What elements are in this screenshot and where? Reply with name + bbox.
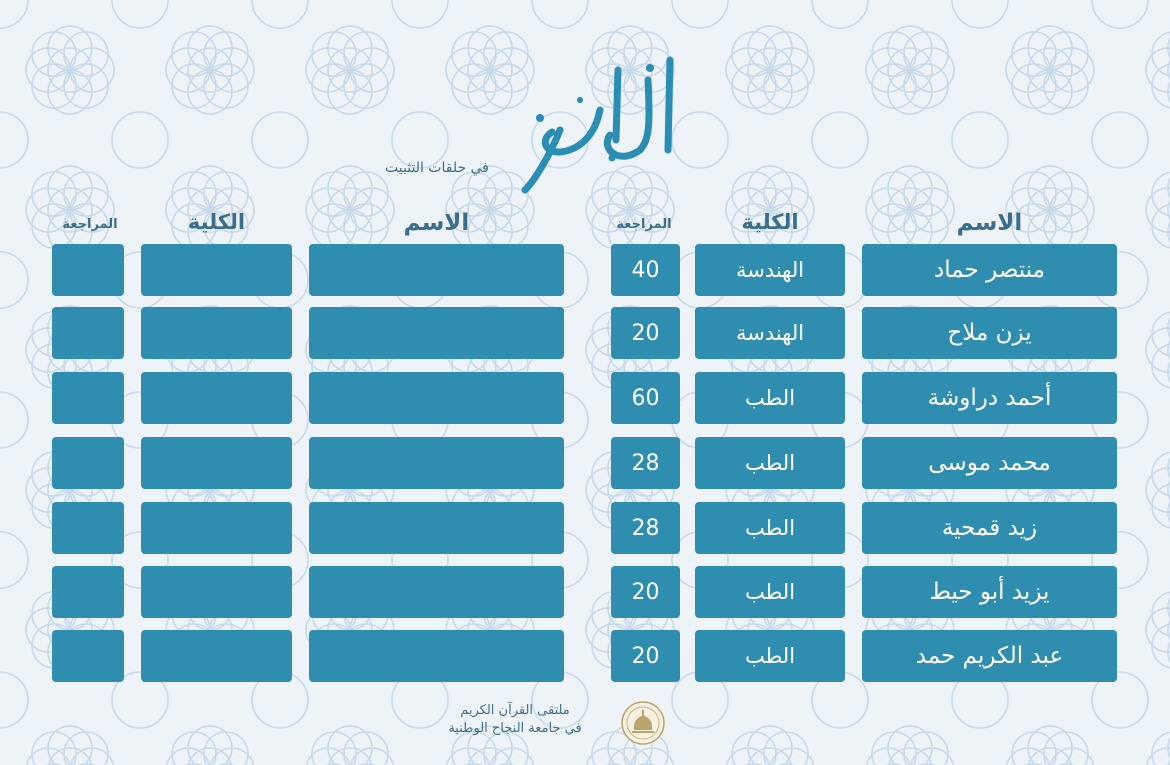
left-header-review: المراجعة <box>62 217 118 232</box>
right-row-4-review: 28 <box>611 437 680 489</box>
right-row-1-name: منتصر حماد <box>862 244 1117 296</box>
left-row-1-name <box>309 244 564 296</box>
right-row-5-faculty: الطب <box>695 502 845 554</box>
right-row-1-faculty: الهندسة <box>695 244 845 296</box>
right-row-2-review: 20 <box>611 307 680 359</box>
right-row-3-name: أحمد دراوشة <box>862 372 1117 424</box>
right-row-5-name: زيد قمحية <box>862 502 1117 554</box>
right-row-4-name: محمد موسى <box>862 437 1117 489</box>
right-row-7-name: عبد الكريم حمد <box>862 630 1117 682</box>
right-row-7-faculty: الطب <box>695 630 845 682</box>
left-header-name: الاسم <box>403 210 470 236</box>
left-row-6-faculty <box>141 566 292 618</box>
mosque-emblem-icon <box>620 700 666 746</box>
left-row-5-review <box>52 502 124 554</box>
left-row-3-name <box>309 372 564 424</box>
left-header-faculty: الكلية <box>187 210 246 234</box>
footer-organizer <box>415 702 615 738</box>
left-row-4-review <box>52 437 124 489</box>
left-row-6-name <box>309 566 564 618</box>
ahlan-calligraphy-art <box>500 40 700 200</box>
left-row-3-faculty <box>141 372 292 424</box>
right-row-1-review: 40 <box>611 244 680 296</box>
left-row-6-review <box>52 566 124 618</box>
left-row-7-review <box>52 630 124 682</box>
right-row-3-faculty: الطب <box>695 372 845 424</box>
right-row-2-name: يزن ملاح <box>862 307 1117 359</box>
left-row-4-name <box>309 437 564 489</box>
right-row-7-review: 20 <box>611 630 680 682</box>
right-row-6-review: 20 <box>611 566 680 618</box>
subtitle: في حلقات التثبيت <box>385 160 489 176</box>
left-row-4-faculty <box>141 437 292 489</box>
left-row-2-review <box>52 307 124 359</box>
right-row-6-faculty: الطب <box>695 566 845 618</box>
left-row-5-faculty <box>141 502 292 554</box>
right-row-5-review: 28 <box>611 502 680 554</box>
right-header-name: الاسم <box>956 210 1023 236</box>
footer-line-1: ملتقى القرآن الكريم <box>460 703 570 718</box>
right-row-6-name: يزيد أبو حيط <box>862 566 1117 618</box>
right-row-2-faculty: الهندسة <box>695 307 845 359</box>
left-row-7-name <box>309 630 564 682</box>
footer-line-2: في جامعة النجاح الوطنية <box>448 721 582 736</box>
left-row-2-faculty <box>141 307 292 359</box>
left-row-1-review <box>52 244 124 296</box>
right-header-faculty: الكلية <box>741 210 799 234</box>
left-row-2-name <box>309 307 564 359</box>
right-row-4-faculty: الطب <box>695 437 845 489</box>
left-row-5-name <box>309 502 564 554</box>
right-header-review: المراجعة <box>616 217 672 232</box>
left-row-7-faculty <box>141 630 292 682</box>
left-row-3-review <box>52 372 124 424</box>
right-row-3-review: 60 <box>611 372 680 424</box>
left-row-1-faculty <box>141 244 292 296</box>
